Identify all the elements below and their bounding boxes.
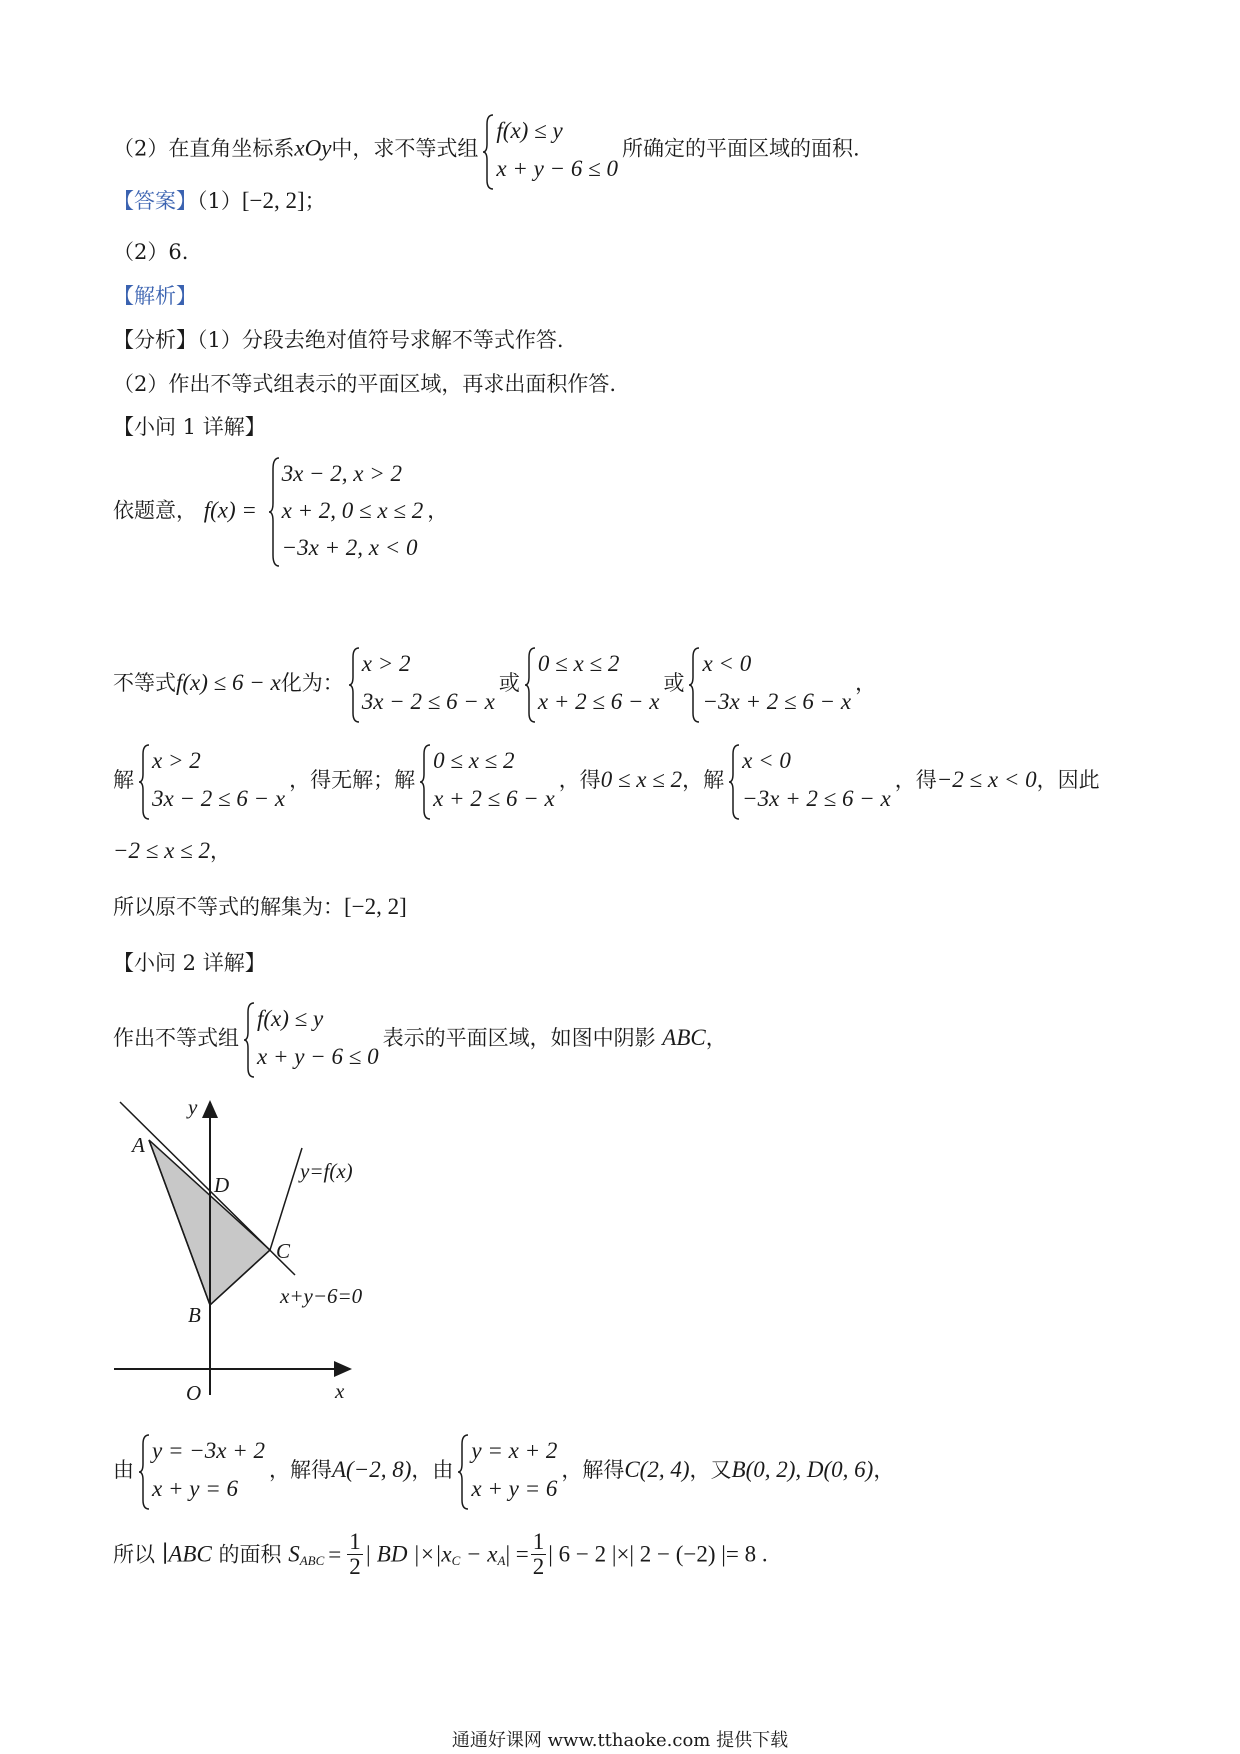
x-axis-label: x [335,1379,345,1403]
footer: 通通好课网 www.tthaoke.com 提供下载 [451,1730,789,1751]
curve-right-branch [270,1148,302,1250]
point-b-label: B [188,1303,201,1327]
part1-heading: 【小问 1 详解】 [113,415,266,439]
case-2: 0 ≤ x ≤ 2 x + 2 ≤ 6 − x [524,645,660,721]
answer-line-2: （2）6. [113,240,189,264]
answer-line-1: 【答案】（1）[−2, 2]； [113,188,326,213]
point-c-label: C [276,1239,291,1263]
fenxi-line-1: 【分析】（1）分段去绝对值符号求解不等式作答. [113,328,564,352]
solve-case-3: x < 0 −3x + 2 ≤ 6 − x [728,742,891,818]
system-c: y = x + 2 x + y = 6 [457,1432,557,1508]
case-1: x > 2 3x − 2 ≤ 6 − x [348,645,495,721]
region-graph [100,1090,390,1420]
system-a: y = −3x + 2 x + y = 6 [138,1432,265,1508]
half-fraction-1: $\frac{1}{2}$ [349,1529,361,1579]
inequality-system: f(x) ≤ y x + y − 6 ≤ 0 [482,112,618,188]
fenxi-line-2: （2）作出不等式组表示的平面区域，再求出面积作答. [113,372,617,396]
part1-conclusion: 所以原不等式的解集为：[−2, 2] [113,894,407,919]
solve-case-1: x > 2 3x − 2 ≤ 6 − x [138,742,285,818]
part2-intro: 作出不等式组 f(x) ≤ y x + y − 6 ≤ 0 表示的平面区域，如图中阴影 ABC， [113,1000,727,1076]
point-d-label: D [214,1173,230,1197]
piecewise-cases: 3x − 2, x > 2 x + 2, 0 ≤ x ≤ 2 −3x + 2, x < 0 [268,455,424,566]
case-3: x < 0 −3x + 2 ≤ 6 − x [688,645,851,721]
question-2: （2）在直角坐标系xOy中，求不等式组 f(x) ≤ y x + y − 6 ≤ 0 所确定的平面区域的面积. [113,112,860,188]
intersections: 由 y = −3x + 2 x + y = 6 ，解得A(−2, 8)，由 y = x + 2 x + y = 6 ，解得C(2, 4)，又B(0, 2), D(0, 6)， [113,1432,894,1508]
solve-case-2: 0 ≤ x ≤ 2 x + 2 ≤ 6 − x [419,742,555,818]
combined-range: −2 ≤ x ≤ 2， [113,838,231,863]
curve-label: y=f(x) [300,1159,353,1183]
piecewise-definition: 依题意， f(x) = 3x − 2, x > 2 x + 2, 0 ≤ x ≤ 2 −3x + 2, x < 0 ， [113,455,448,575]
inequality-cases: 不等式f(x) ≤ 6 − x化为： x > 2 3x − 2 ≤ 6 − x 或 0 ≤ x ≤ 2 x + 2 ≤ 6 − x 或 x < 0 −3x + 2 ≤ 6 − x ， [113,645,876,721]
point-a-label: A [132,1133,145,1157]
part2-heading: 【小问 2 详解】 [113,951,266,975]
analysis-heading: 【解析】 [113,284,197,308]
y-axis-label: y [188,1095,198,1119]
area-formula: 所以 ∣ABC 的面积 $S_{ABC}$ = $\frac{1}{2}$ | BD $|\times|x_C - x_A|$ = $\frac{1}{2}$ | 6 − 2 |×| 2 − (−2) |= 8 . [113,1529,768,1579]
solving-cases: 解 x > 2 3x − 2 ≤ 6 − x ，得无解；解 0 ≤ x ≤ 2 x + 2 ≤ 6 − x ，得0 ≤ x ≤ 2，解 x < 0 −3x + 2 ≤ 6 − x ，得−2 ≤ x < 0，因此 [113,742,1100,818]
half-fraction-2: $\frac{1}{2}$ [532,1529,545,1579]
region-system: f(x) ≤ y x + y − 6 ≤ 0 [243,1000,379,1076]
line-label: x+y−6=0 [280,1284,363,1308]
origin-label: O [186,1381,202,1405]
